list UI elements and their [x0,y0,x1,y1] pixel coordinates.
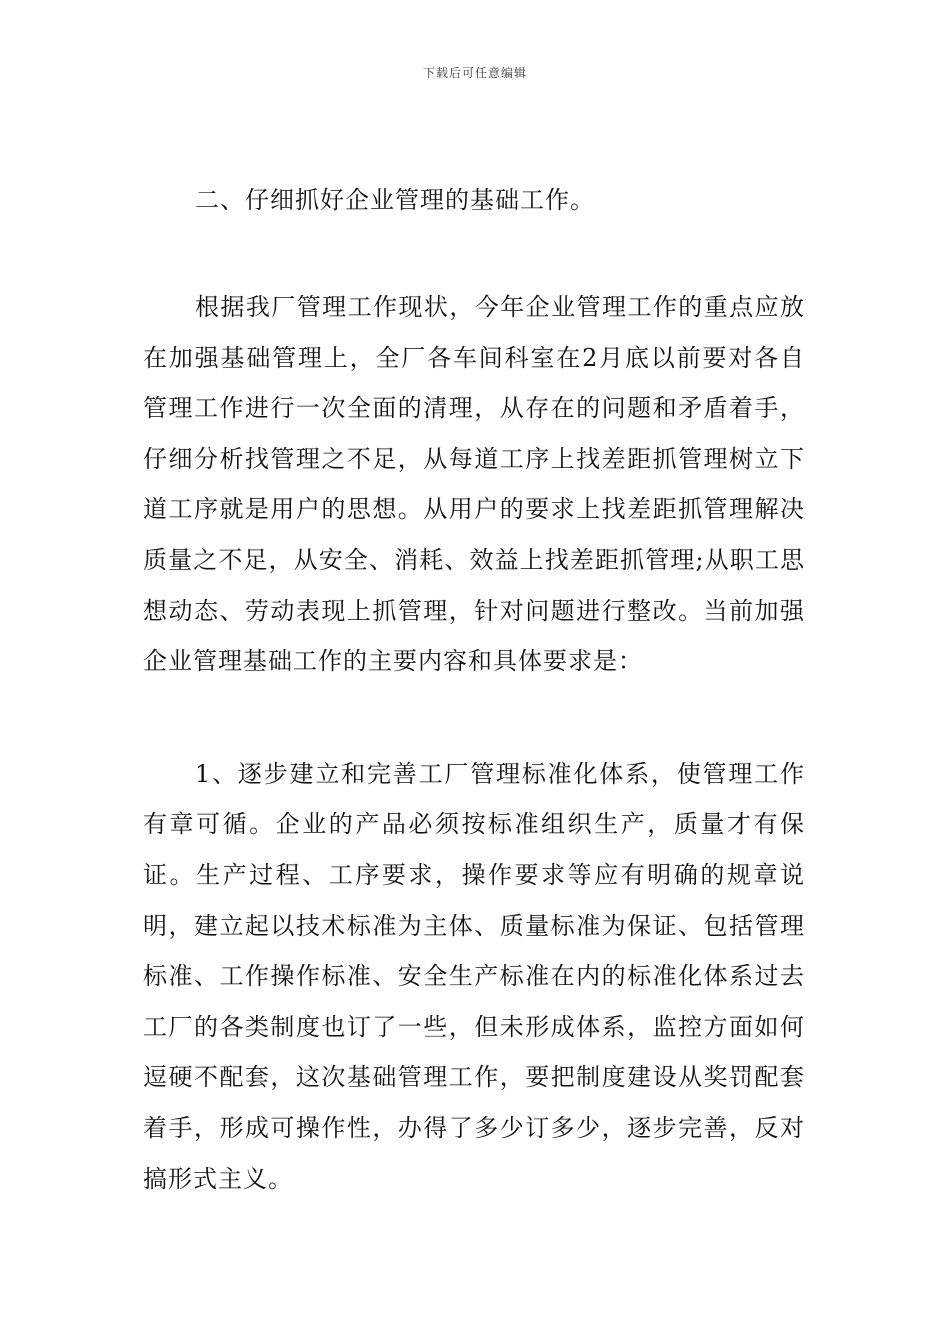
document-body [143,174,805,1204]
paragraph-1: 根据我厂管理工作现状，今年企业管理工作的重点应放在加强基础管理上，全厂各车间科室在2月底以前要对各自管理工作进行一次全面的清理，从存在的问题和矛盾着手，仔细分析找管理之不足，从每道工序上找差距抓管理树立下道工序就是用户的思想。从用户的要求上找差距抓管理解决质量之不足，从安全、消耗、效益上找差距抓管理;从职工思想动态、劳动表现上抓管理，针对问题进行整改。当前加强企业管理基础工作的主要内容和具体要求是： [143,293,805,676]
paragraph-2: 1、逐步建立和完善工厂管理标准化体系，使管理工作有章可循。企业的产品必须按标准组织生产，质量才有保证。生产过程、工序要求，操作要求等应有明确的规章说明，建立起以技术标准为主体、质量标准为保证、包括管理标准、工作操作标准、安全生产标准在内的标准化体系过去工厂的各类制度也订了一些，但未形成体系，监控方面如何逗硬不配套，这次基础管理工作，要把制度建设从奖罚配套着手，形成可操作性，办得了多少订多少，逐步完善，反对搞形式主义。 [143,759,805,1193]
section-heading: 二、仔细抓好企业管理的基础工作。 [195,186,595,214]
spacer [143,226,805,282]
header-note: 下载后可任意编辑 [422,66,527,80]
spacer [143,687,805,749]
